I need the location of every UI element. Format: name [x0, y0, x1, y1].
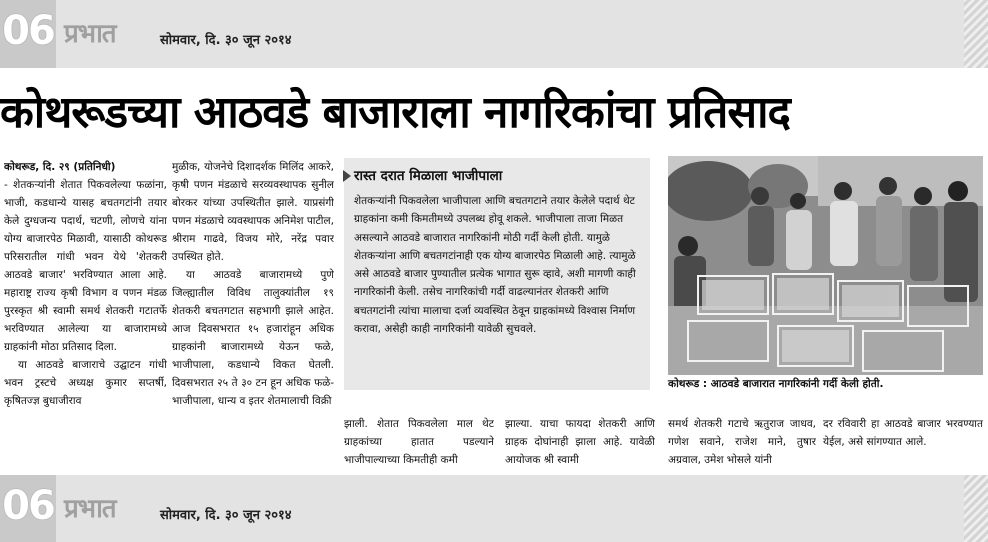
article-column-5: समर्थ शेतकरी गटाचे ऋतुराज जाधव, गणेश सवाने, राजेश माने, तुषार अग्रवाल, उमेश भोसले यांनी [668, 418, 816, 466]
article-column-2-bottom [172, 415, 334, 473]
article-column-4: झाल्या. याचा फायदा शेतकरी आणि ग्राहक दोघांनाही झाला आहे. यावेळी आयोजक श्री स्वामी [505, 418, 655, 466]
article-dateline: कोथरूड, दि. २९ (प्रतिनिधी) [4, 161, 116, 173]
article-paragraph: या आठवडे बाजारामध्ये पुणे जिल्ह्यातील विविध तालुक्यांतील १९ शेतकरी बचतगटात सहभागी झाले आहेत. आज दिवसभरात १५ हजारांहून अधिक ग्राहकांनी बाजारामध्ये येऊन फळे, भाजीपाला, कडधान्ये विकत घेतली. दिवसभरात २५ ते ३० टन हून अधिक फळे-भाजीपाला, धान्य व इतर शेतमालाची विक्री [172, 269, 334, 406]
newspaper-logo: प्रभात [64, 19, 116, 49]
page-footer [0, 475, 988, 542]
footer-dateline: सोमवार, दि. ३० जून २०१४ [160, 508, 292, 523]
article-paragraph: मुळीक, योजनेचे दिशादर्शक मिलिंद आकरे, कृषी पणन मंडळाचे सरव्यवस्थापक सुनील बोरकर यांच्या उपस्थितीत झाले. याप्रसंगी पणन मंडळाचे व्यवस्थापक अनिमेश पाटील, श्रीराम गाढवे, विजय मोरे, नरेंद्र पवार उपस्थित होते. [172, 161, 334, 263]
headline: कोथरूडच्या आठवडे बाजाराला नागरिकांचा प्रतिसाद [0, 87, 790, 138]
article-column-6: दर रविवारी हा आठवडे बाजार भरवण्यात येईल, असे सांगण्यात आले. [823, 418, 983, 448]
sidebar-box [344, 158, 650, 390]
article-paragraph: - शेतकऱ्यांनी शेतात पिकवलेल्या फळांना, भाजी, कडधान्ये यासह बचतगटांनी तयार केले दुग्धजन्य पदार्थ, चटणी, लोणचे यांना योग्य बाजारपेठ मिळावी, यासाठी कोथरूड परिसरातील गांधी भवन येथे 'शेतकरी आठवडे बाजार' भरविण्यात आला आहे. महाराष्ट्र राज्य कृषी विभाग व पणन मंडळ पुरस्कृत श्री स्वामी समर्थ शेतकरी गटातर्फे भरविण्यात आलेल्या या बाजारामध्ये ग्राहकांनी मोठा प्रतिसाद दिला. [4, 179, 167, 353]
page-number: 06 [0, 0, 56, 68]
market-photo [668, 156, 983, 375]
sidebar-text: शेतकऱ्यांनी पिकवलेला भाजीपाला आणि बचतगटाने तयार केलेले पदार्थ थेट ग्राहकांना कमी किमतीमध्ये उपलब्ध होवू शकले. भाजीपाला ताजा मिळत असल्याने आठवडे बाजारात नागरिकांनी मोठी गर्दी केली होती. यामुळे शेतकऱ्यांना आणि बचतगटांनाही एक योग्य बाजारपेठ मिळाली आहे. त्यामुळे असे आठवडे बाजार पुण्यातील प्रत्येक भागात सुरू व्हावे, अशी मागणी काही नागरिकांनी केली. तसेच नागरिकांची गर्दी वाढल्यानंतर शेतकरी आणि बचतगटांनी त्यांचा मालाचा दर्जा व्यवस्थित ठेवून ग्राहकांमध्ये विश्वास निर्माण करावा, असेही काही नागरिकांनी यावेळी सुचवले. [354, 195, 636, 336]
arrow-icon [343, 170, 351, 182]
decorative-stripes [964, 0, 988, 68]
footer-logo: प्रभात [64, 494, 116, 524]
article-column-1 [4, 158, 167, 470]
article-column-2 [172, 158, 334, 406]
footer-page-number: 06 [0, 475, 56, 542]
market-photo-image [668, 156, 983, 375]
header-dateline: सोमवार, दि. ३० जून २०१४ [160, 33, 292, 48]
sidebar-subhead: रास्त दरात मिळाला भाजीपाला [354, 168, 503, 184]
photo-caption: कोथरूड : आठवडे बाजारात नागरिकांनी गर्दी केली होती. [668, 378, 884, 390]
page-header [0, 0, 988, 68]
decorative-stripes [964, 475, 988, 542]
article-column-3: झाली. शेतात पिकवलेला माल थेट ग्राहकांच्या हातात पडल्याने भाजीपाल्याच्या किमतीही कमी [344, 418, 494, 466]
article-paragraph: या आठवडे बाजाराचे उद्घाटन गांधी भवन ट्रस्टचे अध्यक्ष कुमार सप्तर्षी, कृषितज्ज्ञ बुधाजीराव [4, 359, 167, 407]
